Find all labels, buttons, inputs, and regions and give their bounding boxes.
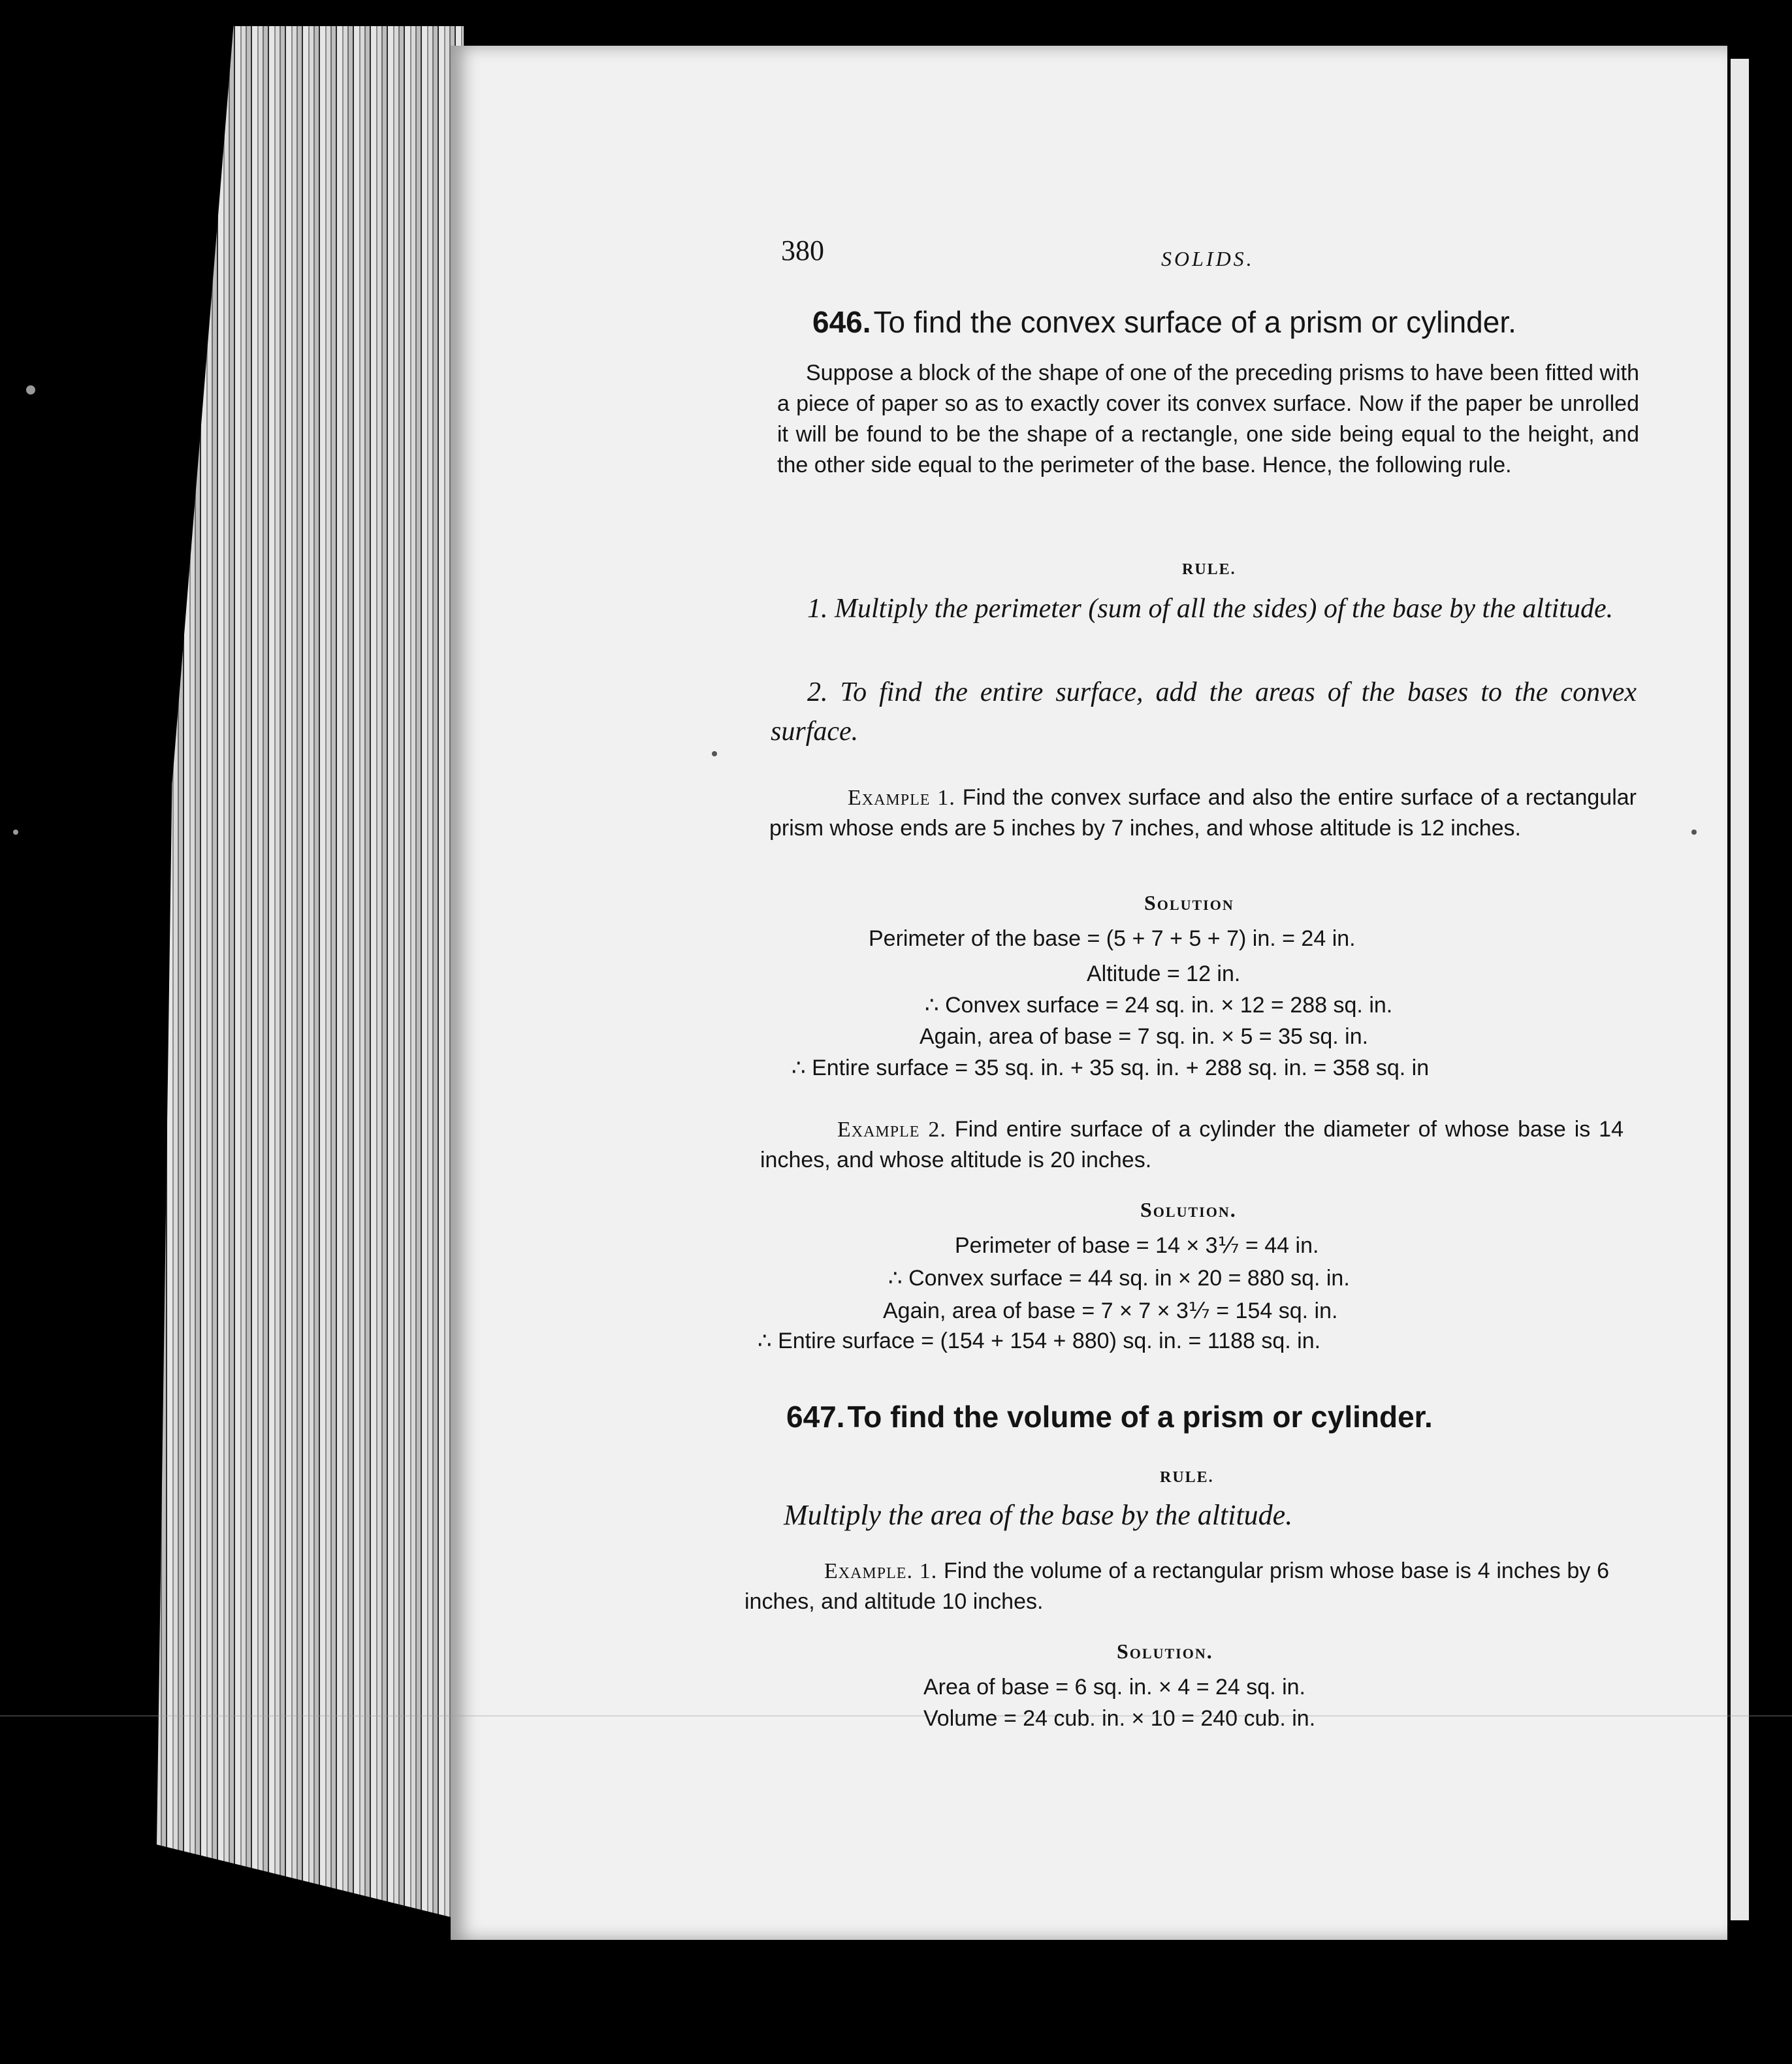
solution-heading: Solution	[1144, 891, 1234, 914]
rule-heading: RULE.	[1160, 1469, 1214, 1486]
example-text: Find the convex surface and also the entire surface of a rectangular prism whose ends are 5 inches by 7 inches, and whose altitude is 12 inches.	[769, 785, 1637, 841]
example-text: Find the volume of a rectangular prism whose base is 4 inches by 6 inches, and altitude 10 inches.	[744, 1558, 1609, 1614]
solution-line: Volume = 24 cub. in. × 10 = 240 cub. in.	[923, 1706, 1316, 1731]
section-heading	[786, 1402, 1433, 1432]
running-title: SOLIDS.	[1161, 247, 1255, 270]
solution-heading: Solution.	[1117, 1639, 1213, 1663]
solution-line: ∴ Convex surface = 24 sq. in. × 12 = 288 sq. in.	[925, 993, 1393, 1018]
rule-heading: RULE.	[1182, 561, 1236, 578]
solution-line: Area of base = 6 sq. in. × 4 = 24 sq. in.	[923, 1675, 1305, 1700]
example-1	[769, 782, 1637, 844]
scan-line	[0, 1715, 1792, 1717]
solution-line: ∴ Convex surface = 44 sq. in × 20 = 880 sq. in.	[888, 1266, 1350, 1291]
page-edges	[157, 26, 464, 1920]
section-heading	[812, 307, 1516, 337]
solution-line: ∴ Entire surface = 35 sq. in. + 35 sq. in. + 288 sq. in. = 358 sq. in	[792, 1056, 1430, 1080]
example-3	[744, 1556, 1609, 1617]
rule-1: 1. Multiply the perimeter (sum of all the sides) of the base by the altitude.	[807, 594, 1614, 624]
section-title: To find the volume of a prism or cylinder.	[847, 1400, 1433, 1434]
example-text: Find entire surface of a cylinder the diameter of whose base is 14 inches, and whose altitude is 20 inches.	[760, 1117, 1624, 1172]
dust-speck	[712, 751, 717, 756]
section-title: To find the convex surface of a prism or cylinder.	[873, 305, 1516, 339]
rule-text: Multiply the area of the base by the altitude.	[784, 1499, 1293, 1531]
solution-line: ∴ Entire surface = (154 + 154 + 880) sq. in. = 1188 sq. in.	[758, 1329, 1321, 1353]
section-number: 647.	[786, 1400, 845, 1434]
solution-line: Again, area of base = 7 × 7 × 3⅐ = 154 sq. in.	[883, 1298, 1338, 1323]
facing-page-edge	[1731, 59, 1749, 1920]
solution-line: Perimeter of base = 14 × 3⅐ = 44 in.	[955, 1233, 1319, 1258]
example-2	[760, 1114, 1624, 1176]
dust-speck	[13, 830, 18, 835]
dust-speck	[26, 385, 35, 395]
page-number: 380	[781, 234, 824, 266]
solution-line: Again, area of base = 7 sq. in. × 5 = 35 sq. in.	[920, 1024, 1369, 1049]
dust-speck	[1691, 830, 1697, 835]
solution-heading: Solution.	[1140, 1198, 1237, 1221]
rule-2: 2. To find the entire surface, add the areas of the bases to the convex surface.	[771, 677, 1637, 747]
example-label: Example. 1.	[824, 1559, 938, 1583]
solution-line: Altitude = 12 in.	[1087, 961, 1241, 986]
example-label: Example 2.	[837, 1118, 946, 1142]
solution-line: Perimeter of the base = (5 + 7 + 5 + 7) in. = 24 in.	[869, 926, 1356, 951]
section-number: 646.	[812, 305, 871, 339]
intro-paragraph: Suppose a block of the shape of one of the preceding prisms to have been fitted with a piece of paper so as to exactly cover its convex surface. Now if the paper be unrolled it will be found to be the shape of a rectangle, one side being equal to the height, and the other side equal to the perimeter of the base. Hence, the following rule.	[777, 361, 1639, 477]
example-label: Example 1.	[848, 786, 955, 810]
